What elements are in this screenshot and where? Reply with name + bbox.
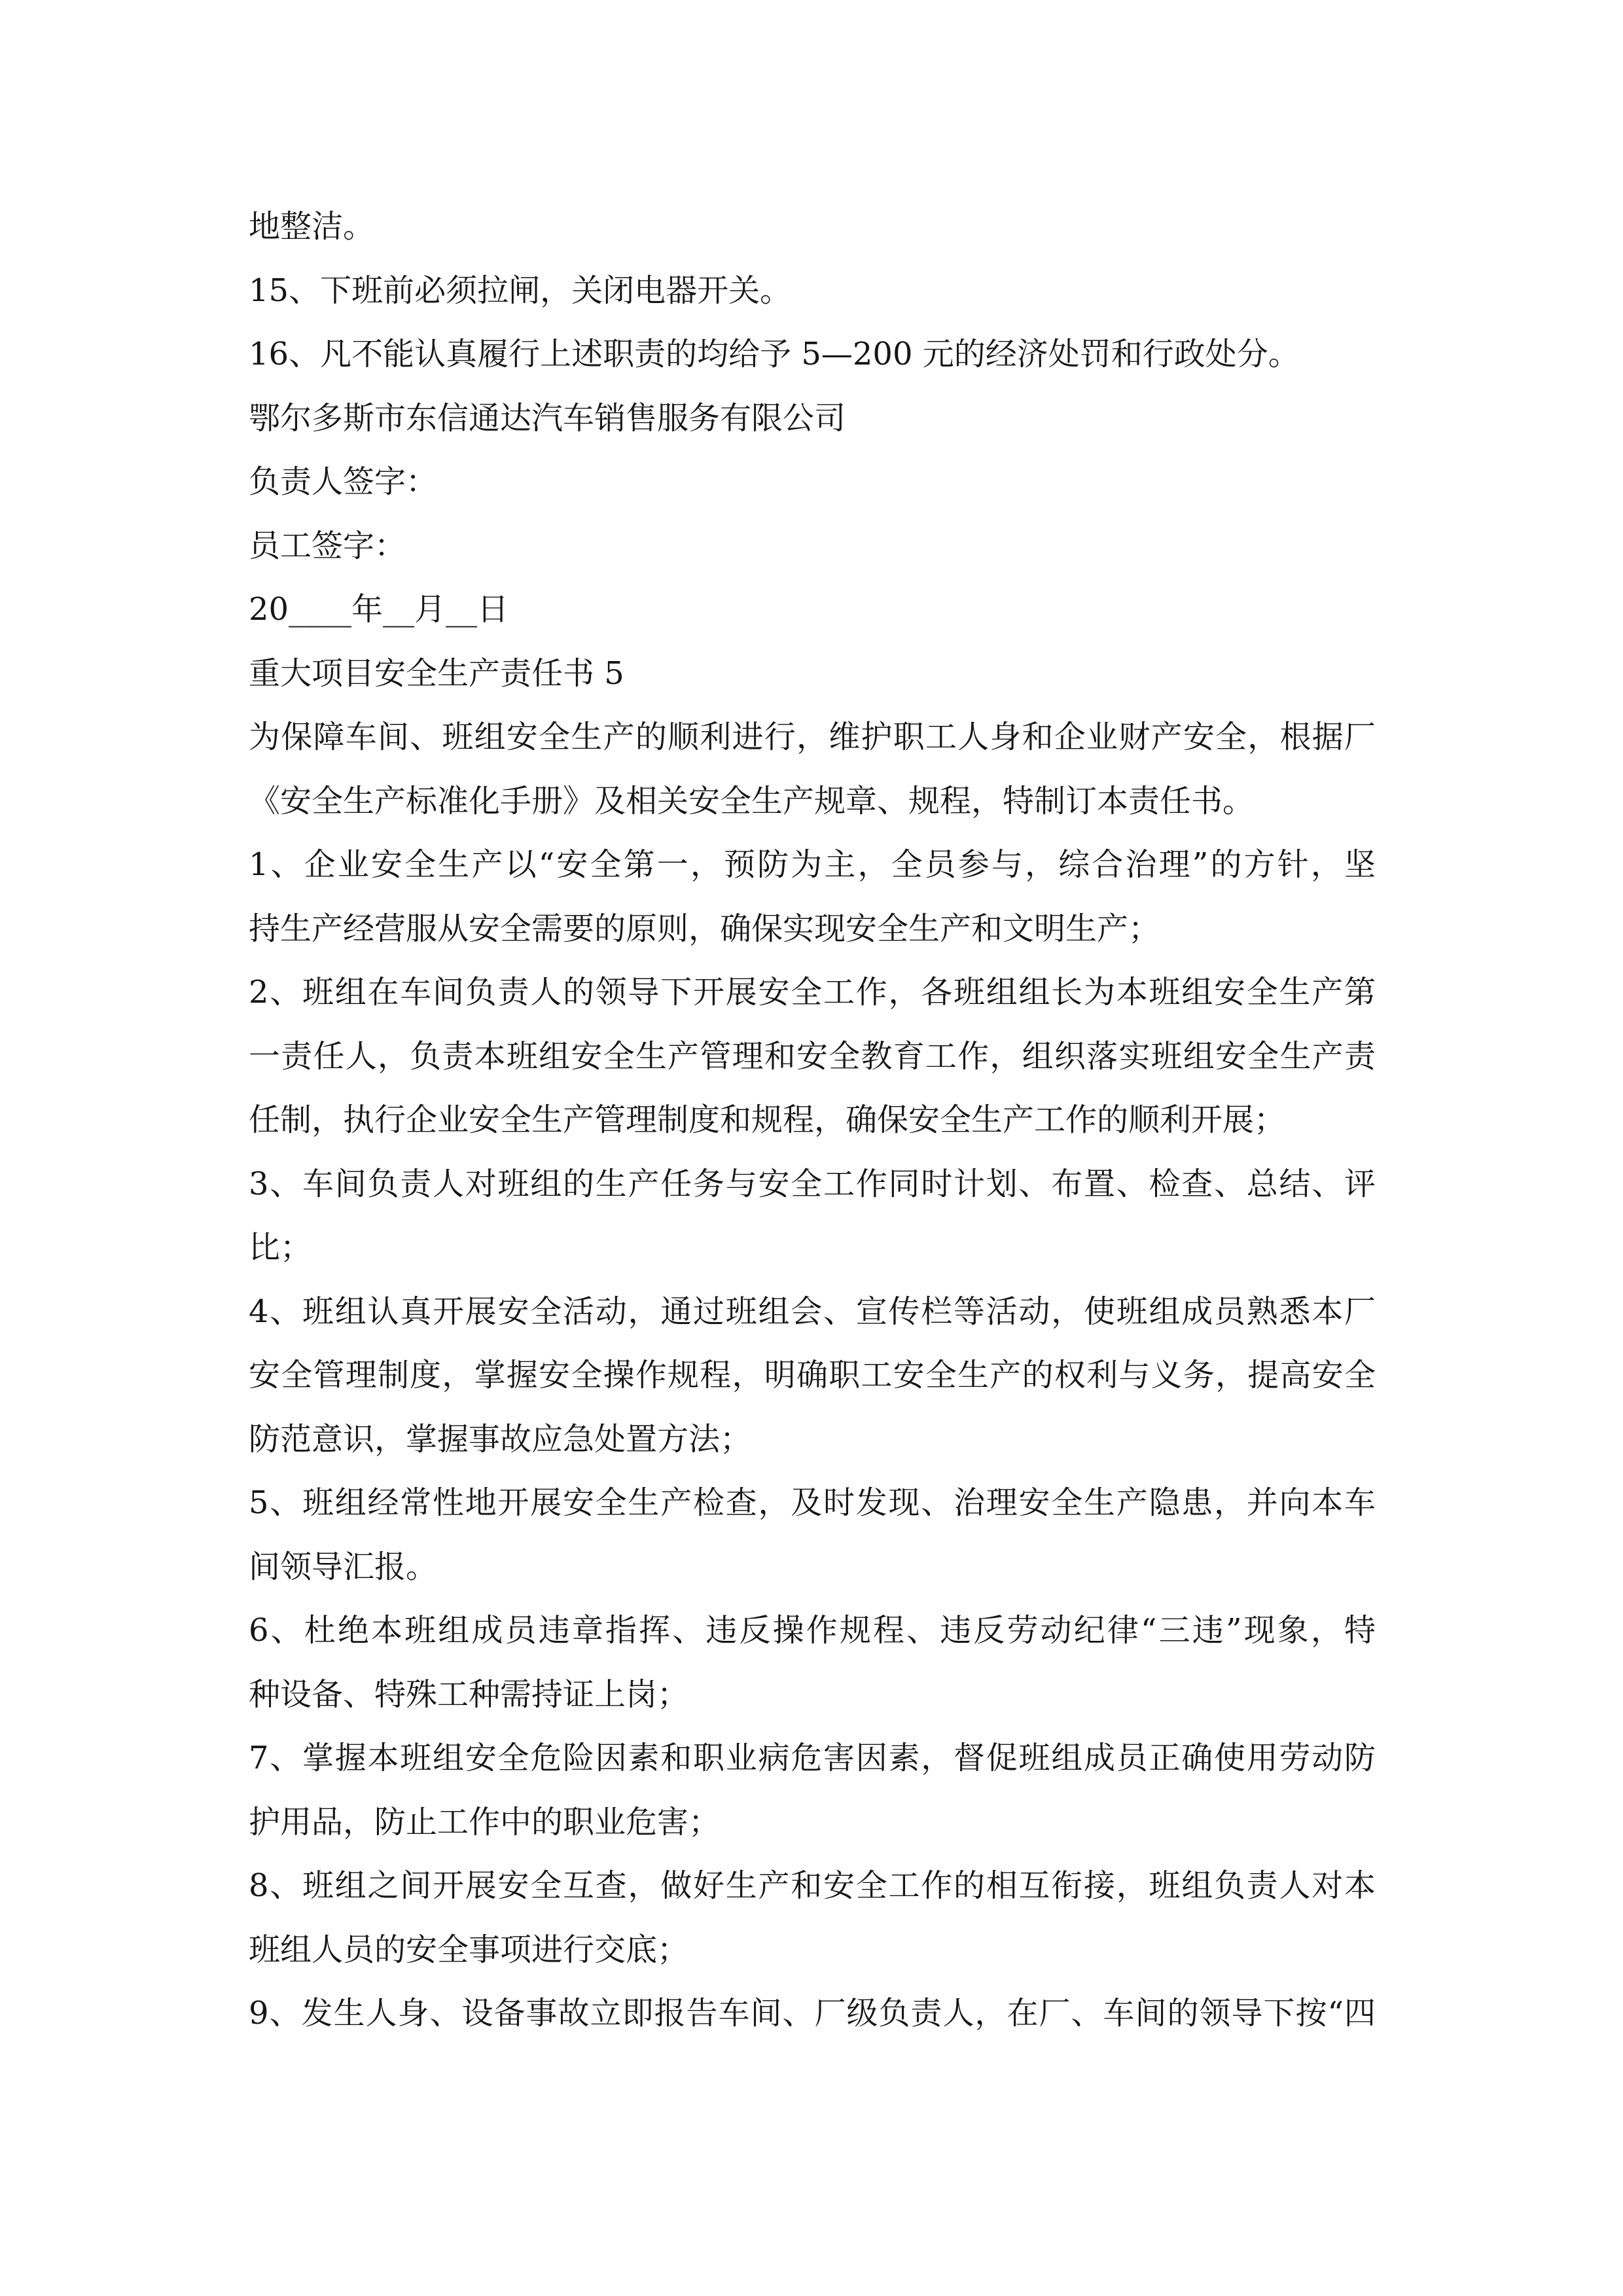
document-body <box>249 195 1377 2046</box>
text-line: 7、掌握本班组安全危险因素和职业病危害因素，督促班组成员正确使用劳动防 <box>249 1740 1376 1776</box>
text-line: 持生产经营服从安全需要的原则，确保实现安全生产和文明生产； <box>249 910 1160 947</box>
text-line: 地整洁。 <box>249 208 375 245</box>
text-line: 间领导汇报。 <box>249 1548 438 1585</box>
text-line: 负责人签字： <box>249 463 438 500</box>
paragraph-item-1 <box>249 833 1377 961</box>
paragraph-item-15 <box>249 259 1377 323</box>
text-line: 1、企业安全生产以“安全第一，预防为主，全员参与，综合治理”的方针，坚 <box>249 846 1376 883</box>
text-line: 4、班组认真开展安全活动，通过班组会、宣传栏等活动，使班组成员熟悉本厂 <box>249 1293 1376 1330</box>
paragraph-item-2 <box>249 961 1377 1153</box>
text-line: 鄂尔多斯市东信通达汽车销售服务有限公司 <box>249 399 846 437</box>
text-line: 5、班组经常性地开展安全生产检查，及时发现、治理安全生产隐患，并向本车 <box>249 1484 1376 1521</box>
text-line: 一责任人，负责本班组安全生产管理和安全教育工作，组织落实班组安全生产责 <box>249 1037 1376 1075</box>
paragraph-item-16 <box>249 323 1377 387</box>
text-line: 任制，执行企业安全生产管理制度和规程，确保安全生产工作的顺利开展； <box>249 1102 1286 1138</box>
section-title <box>249 642 1377 706</box>
text-line: 15、下班前必须拉闸，关闭电器开关。 <box>249 272 792 309</box>
paragraph-intro <box>249 706 1377 833</box>
paragraph-item-3 <box>249 1153 1377 1280</box>
paragraph-item-7 <box>249 1727 1377 1854</box>
text-line: 员工签字： <box>249 527 406 564</box>
text-line: 防范意识，掌握事故应急处置方法； <box>249 1420 752 1458</box>
text-line: 班组人员的安全事项进行交底； <box>249 1931 689 1968</box>
text-line: 20____年__月__日 <box>249 591 509 628</box>
paragraph-item-8 <box>249 1854 1377 1982</box>
text-line: 16、凡不能认真履行上述职责的均给予 5—200 元的经济处罚和行政处分。 <box>249 336 1300 372</box>
text-line: 3、车间负责人对班组的生产任务与安全工作同时计划、布置、检查、总结、评 <box>249 1165 1376 1202</box>
text-line: 8、班组之间开展安全互查，做好生产和安全工作的相互衔接，班组负责人对本 <box>249 1867 1376 1904</box>
paragraph-item-4 <box>249 1280 1377 1472</box>
text-line: 为保障车间、班组安全生产的顺利进行，维护职工人身和企业财产安全，根据厂 <box>249 719 1376 755</box>
employee-signature-label <box>249 514 1377 579</box>
text-line: 9、发生人身、设备事故立即报告车间、厂级负责人，在厂、车间的领导下按“四 <box>249 1995 1376 2032</box>
text-line: 《安全生产标准化手册》及相关安全生产规章、规程，特制订本责任书。 <box>249 782 1255 819</box>
company-name <box>249 387 1377 451</box>
text-line: 2、班组在车间负责人的领导下开展安全工作，各班组组长为本班组安全生产第 <box>249 974 1376 1011</box>
date-line <box>249 578 1377 642</box>
text-line: 种设备、特殊工种需持证上岗； <box>249 1676 689 1713</box>
paragraph-item-5 <box>249 1471 1377 1599</box>
text-line: 护用品，防止工作中的职业危害； <box>249 1803 721 1840</box>
paragraph-item-9 <box>249 1982 1377 2046</box>
paragraph-continuation <box>249 195 1377 259</box>
text-line: 比； <box>249 1229 312 1266</box>
paragraph-item-6 <box>249 1599 1377 1727</box>
text-line: 安全管理制度，掌握安全操作规程，明确职工安全生产的权利与义务，提高安全 <box>249 1357 1376 1393</box>
supervisor-signature-label <box>249 450 1377 514</box>
text-line: 重大项目安全生产责任书 5 <box>249 655 624 692</box>
text-line: 6、杜绝本班组成员违章指挥、违反操作规程、违反劳动纪律“三违”现象，特 <box>249 1612 1376 1649</box>
